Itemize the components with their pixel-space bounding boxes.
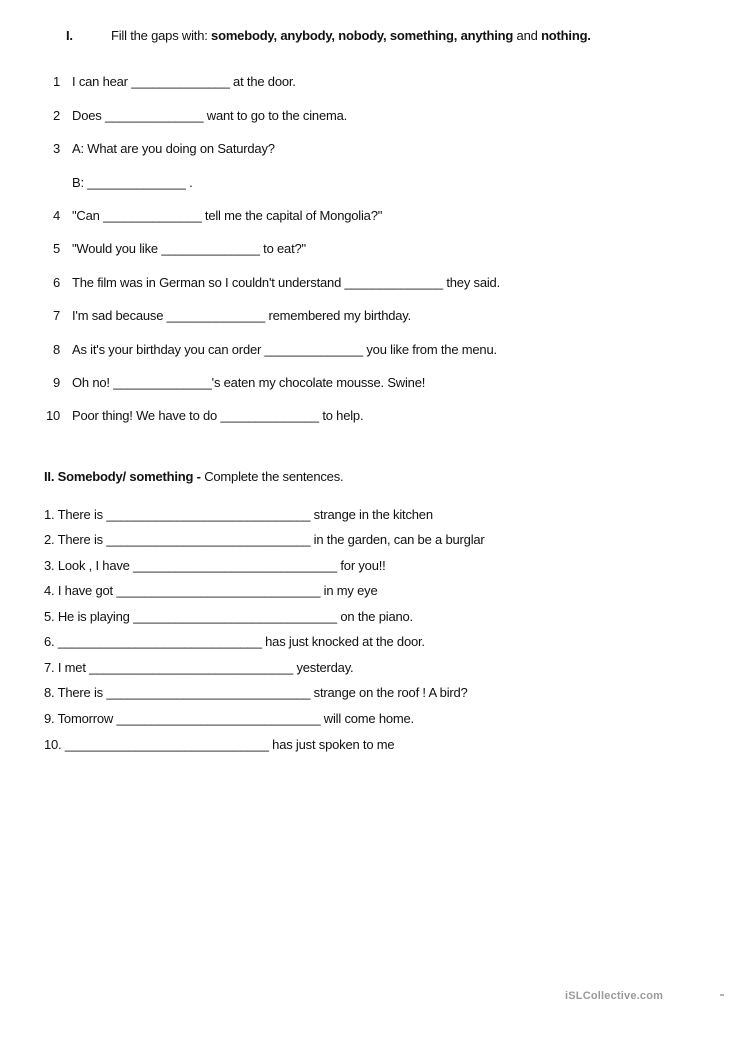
exercise2-item: 2. There is _____________________________ in the garden, can be a burglar	[44, 532, 485, 547]
section1-and: and	[513, 28, 542, 43]
item-number: 4	[52, 208, 60, 223]
item-number: 2	[52, 108, 60, 123]
section1-last-word: nothing.	[541, 28, 591, 43]
section1-instruction: Fill the gaps with:	[111, 28, 212, 43]
item-text: Does ______________ want to go to the cinema.	[72, 108, 348, 123]
item-number: 9	[52, 375, 60, 390]
watermark: iSLCollective.com	[565, 990, 664, 1002]
item-number: 8	[52, 342, 60, 357]
item-text: Oh no! ______________'s eaten my chocolate mousse. Swine!	[72, 375, 426, 390]
item-number: 10	[45, 408, 60, 423]
exercise2-item: 7. I met _____________________________ yesterday.	[44, 660, 354, 675]
exercise2-item: 4. I have got _____________________________ in my eye	[44, 583, 378, 598]
exercise2-item: 1. There is _____________________________ strange in the kitchen	[44, 507, 433, 522]
exercise2-item: 9. Tomorrow _____________________________ will come home.	[44, 711, 414, 726]
item-number: 5	[52, 241, 60, 256]
item-text: Poor thing! We have to do ______________ to help.	[72, 408, 364, 423]
item-text: The film was in German so I couldn't understand ______________ they said.	[72, 275, 500, 290]
exercise2-item: 8. There is _____________________________ strange on the roof ! A bird?	[44, 685, 468, 700]
exercise2-item: 5. He is playing _____________________________ on the piano.	[44, 609, 413, 624]
item-text: "Would you like ______________ to eat?"	[72, 241, 306, 256]
section1-word-list: somebody, anybody, nobody, something, anything	[211, 28, 514, 43]
watermark-mark	[720, 994, 724, 996]
item-text: I'm sad because ______________ remembered my birthday.	[72, 308, 412, 323]
item-text: B: ______________ .	[72, 175, 193, 190]
section1-numeral: I.	[66, 28, 73, 43]
item-text: A: What are you doing on Saturday?	[72, 141, 275, 156]
item-text: As it's your birthday you can order ______________ you like from the menu.	[72, 342, 497, 357]
item-text: I can hear ______________ at the door.	[72, 74, 296, 89]
section2-instruction: Complete the sentences.	[204, 469, 344, 484]
item-number: 1	[52, 74, 60, 89]
section2-heading	[44, 469, 343, 484]
exercise2-item: 10. _____________________________ has just spoken to me	[44, 737, 395, 752]
item-number: 7	[52, 308, 60, 323]
section1-heading	[66, 28, 591, 43]
item-number: 6	[52, 275, 60, 290]
exercise2-item: 3. Look , I have _____________________________ for you!!	[44, 558, 386, 573]
section2-title: II. Somebody/ something -	[44, 469, 205, 484]
item-text: "Can ______________ tell me the capital of Mongolia?"	[72, 208, 383, 223]
exercise2-item: 6. _____________________________ has just knocked at the door.	[44, 634, 425, 649]
item-number: 3	[52, 141, 60, 156]
